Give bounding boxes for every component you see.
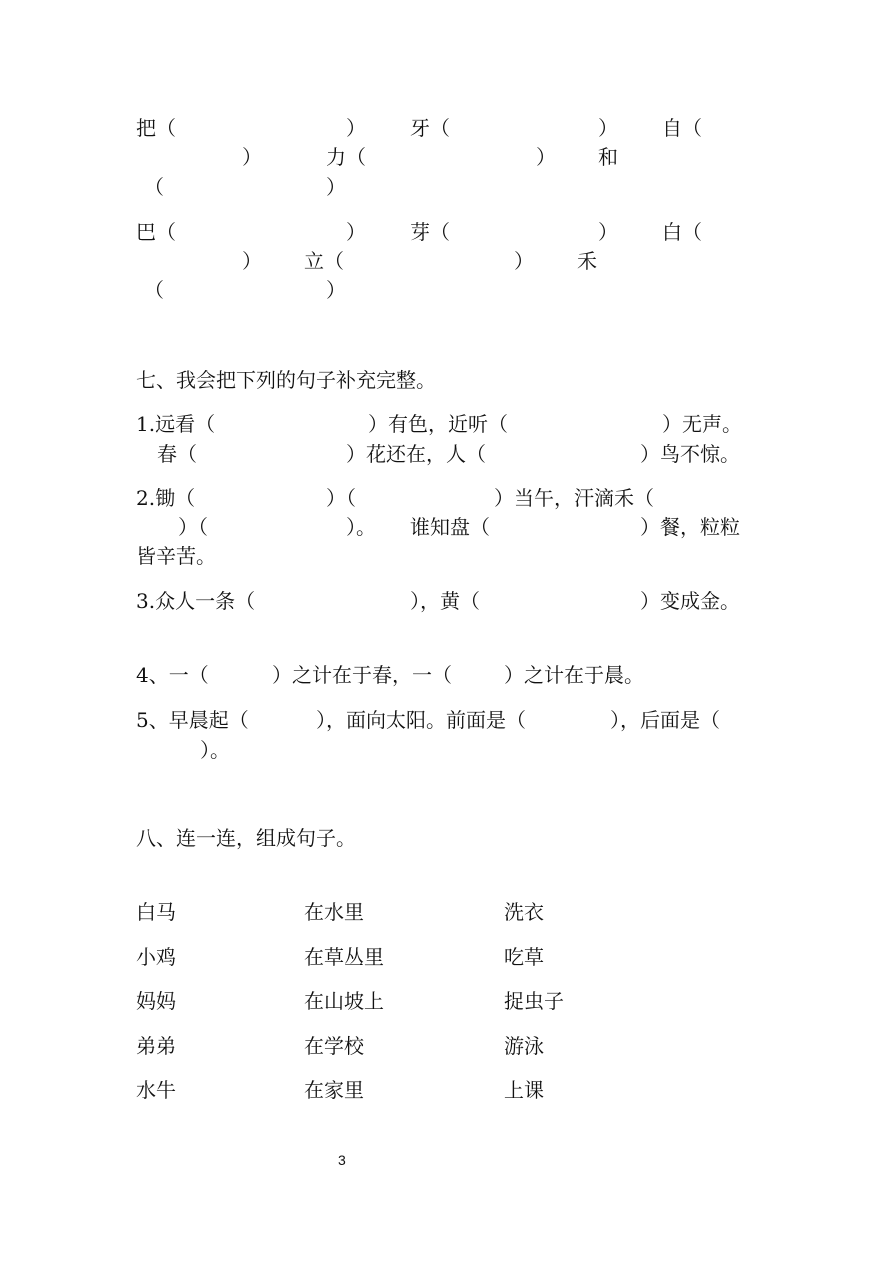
s6-row2-close-4: ）	[514, 249, 534, 273]
q5-part-1: 5、早晨起（	[136, 708, 249, 732]
q4-part-2: ）之计在于春，一（	[272, 663, 452, 687]
s6-row2-char-5: 禾	[577, 249, 597, 273]
q1-part-6: ）鸟不惊。	[640, 442, 740, 466]
q4-part-1: 4、一（	[136, 663, 209, 687]
q2-part-1: 2.锄（	[136, 486, 196, 510]
s6-row2-close-1: ）	[346, 220, 366, 244]
action-item: 洗衣	[504, 900, 544, 924]
page-number: 3	[338, 1152, 346, 1168]
q5-part-3: ），后面是（	[610, 708, 720, 732]
q2-part-5: ）。	[346, 515, 376, 539]
s6-row1-open-5: （	[144, 175, 164, 199]
s6-row2-open-5: （	[144, 278, 164, 302]
s6-row2-close-5: ）	[326, 278, 346, 302]
q5-part-4: ）。	[200, 738, 230, 762]
s6-row2-char-3: 白（	[662, 220, 702, 244]
q3-part-3: ）变成金。	[640, 589, 740, 613]
q1-part-5: ）花还在，人（	[346, 442, 486, 466]
s6-row1-char-3: 自（	[662, 116, 702, 140]
q3-part-2: ），黄（	[410, 589, 480, 613]
subject-item: 水牛	[136, 1078, 176, 1102]
q2-part-2: ）（	[326, 486, 356, 510]
s6-row2-char-2: 芽（	[410, 220, 450, 244]
q1-part-3: ）无声。	[662, 412, 742, 436]
s6-row1-char-1: 把（	[136, 116, 176, 140]
q4-part-3: ）之计在于晨。	[504, 663, 644, 687]
s6-row1-close-1: ）	[346, 116, 366, 140]
q1-part-2: ）有色，近听（	[368, 412, 508, 436]
action-item: 上课	[504, 1078, 544, 1102]
s6-row1-close-4: ）	[536, 145, 556, 169]
s6-row1-char-5: 和	[598, 145, 618, 169]
subject-item: 小鸡	[136, 945, 176, 969]
s6-row1-close-5: ）	[326, 175, 346, 199]
action-item: 吃草	[504, 945, 544, 969]
action-item: 捉虫子	[504, 989, 564, 1013]
subject-item: 妈妈	[136, 989, 176, 1013]
subject-item: 白马	[136, 900, 176, 924]
subject-item: 弟弟	[136, 1034, 176, 1058]
place-item: 在学校	[304, 1034, 364, 1058]
s6-row1-close-3: ）	[242, 145, 262, 169]
q2-part-8: 皆辛苦。	[136, 544, 216, 568]
section7-heading: 七、我会把下列的句子补充完整。	[136, 368, 436, 392]
place-item: 在家里	[304, 1078, 364, 1102]
q3-part-1: 3.众人一条（	[136, 589, 256, 613]
s6-row2-close-2: ）	[598, 220, 618, 244]
s6-row2-close-3: ）	[242, 249, 262, 273]
s6-row1-close-2: ）	[598, 116, 618, 140]
q1-part-4: 春（	[157, 442, 197, 466]
place-item: 在草丛里	[304, 945, 384, 969]
section8-heading: 八、连一连，组成句子。	[136, 826, 356, 850]
action-item: 游泳	[504, 1034, 544, 1058]
q1-part-1: 1.远看（	[136, 412, 216, 436]
s6-row1-char-2: 牙（	[410, 116, 450, 140]
q2-part-6: 谁知盘（	[410, 515, 490, 539]
s6-row2-char-4: 立（	[304, 249, 344, 273]
q2-part-3: ）当午，汗滴禾（	[494, 486, 654, 510]
q2-part-4: ）（	[178, 515, 208, 539]
s6-row1-char-4: 力（	[326, 145, 366, 169]
q2-part-7: ）餐，粒粒	[640, 515, 740, 539]
place-item: 在水里	[304, 900, 364, 924]
s6-row2-char-1: 巴（	[136, 220, 176, 244]
place-item: 在山坡上	[304, 989, 384, 1013]
q5-part-2: ），面向太阳。前面是（	[316, 708, 526, 732]
